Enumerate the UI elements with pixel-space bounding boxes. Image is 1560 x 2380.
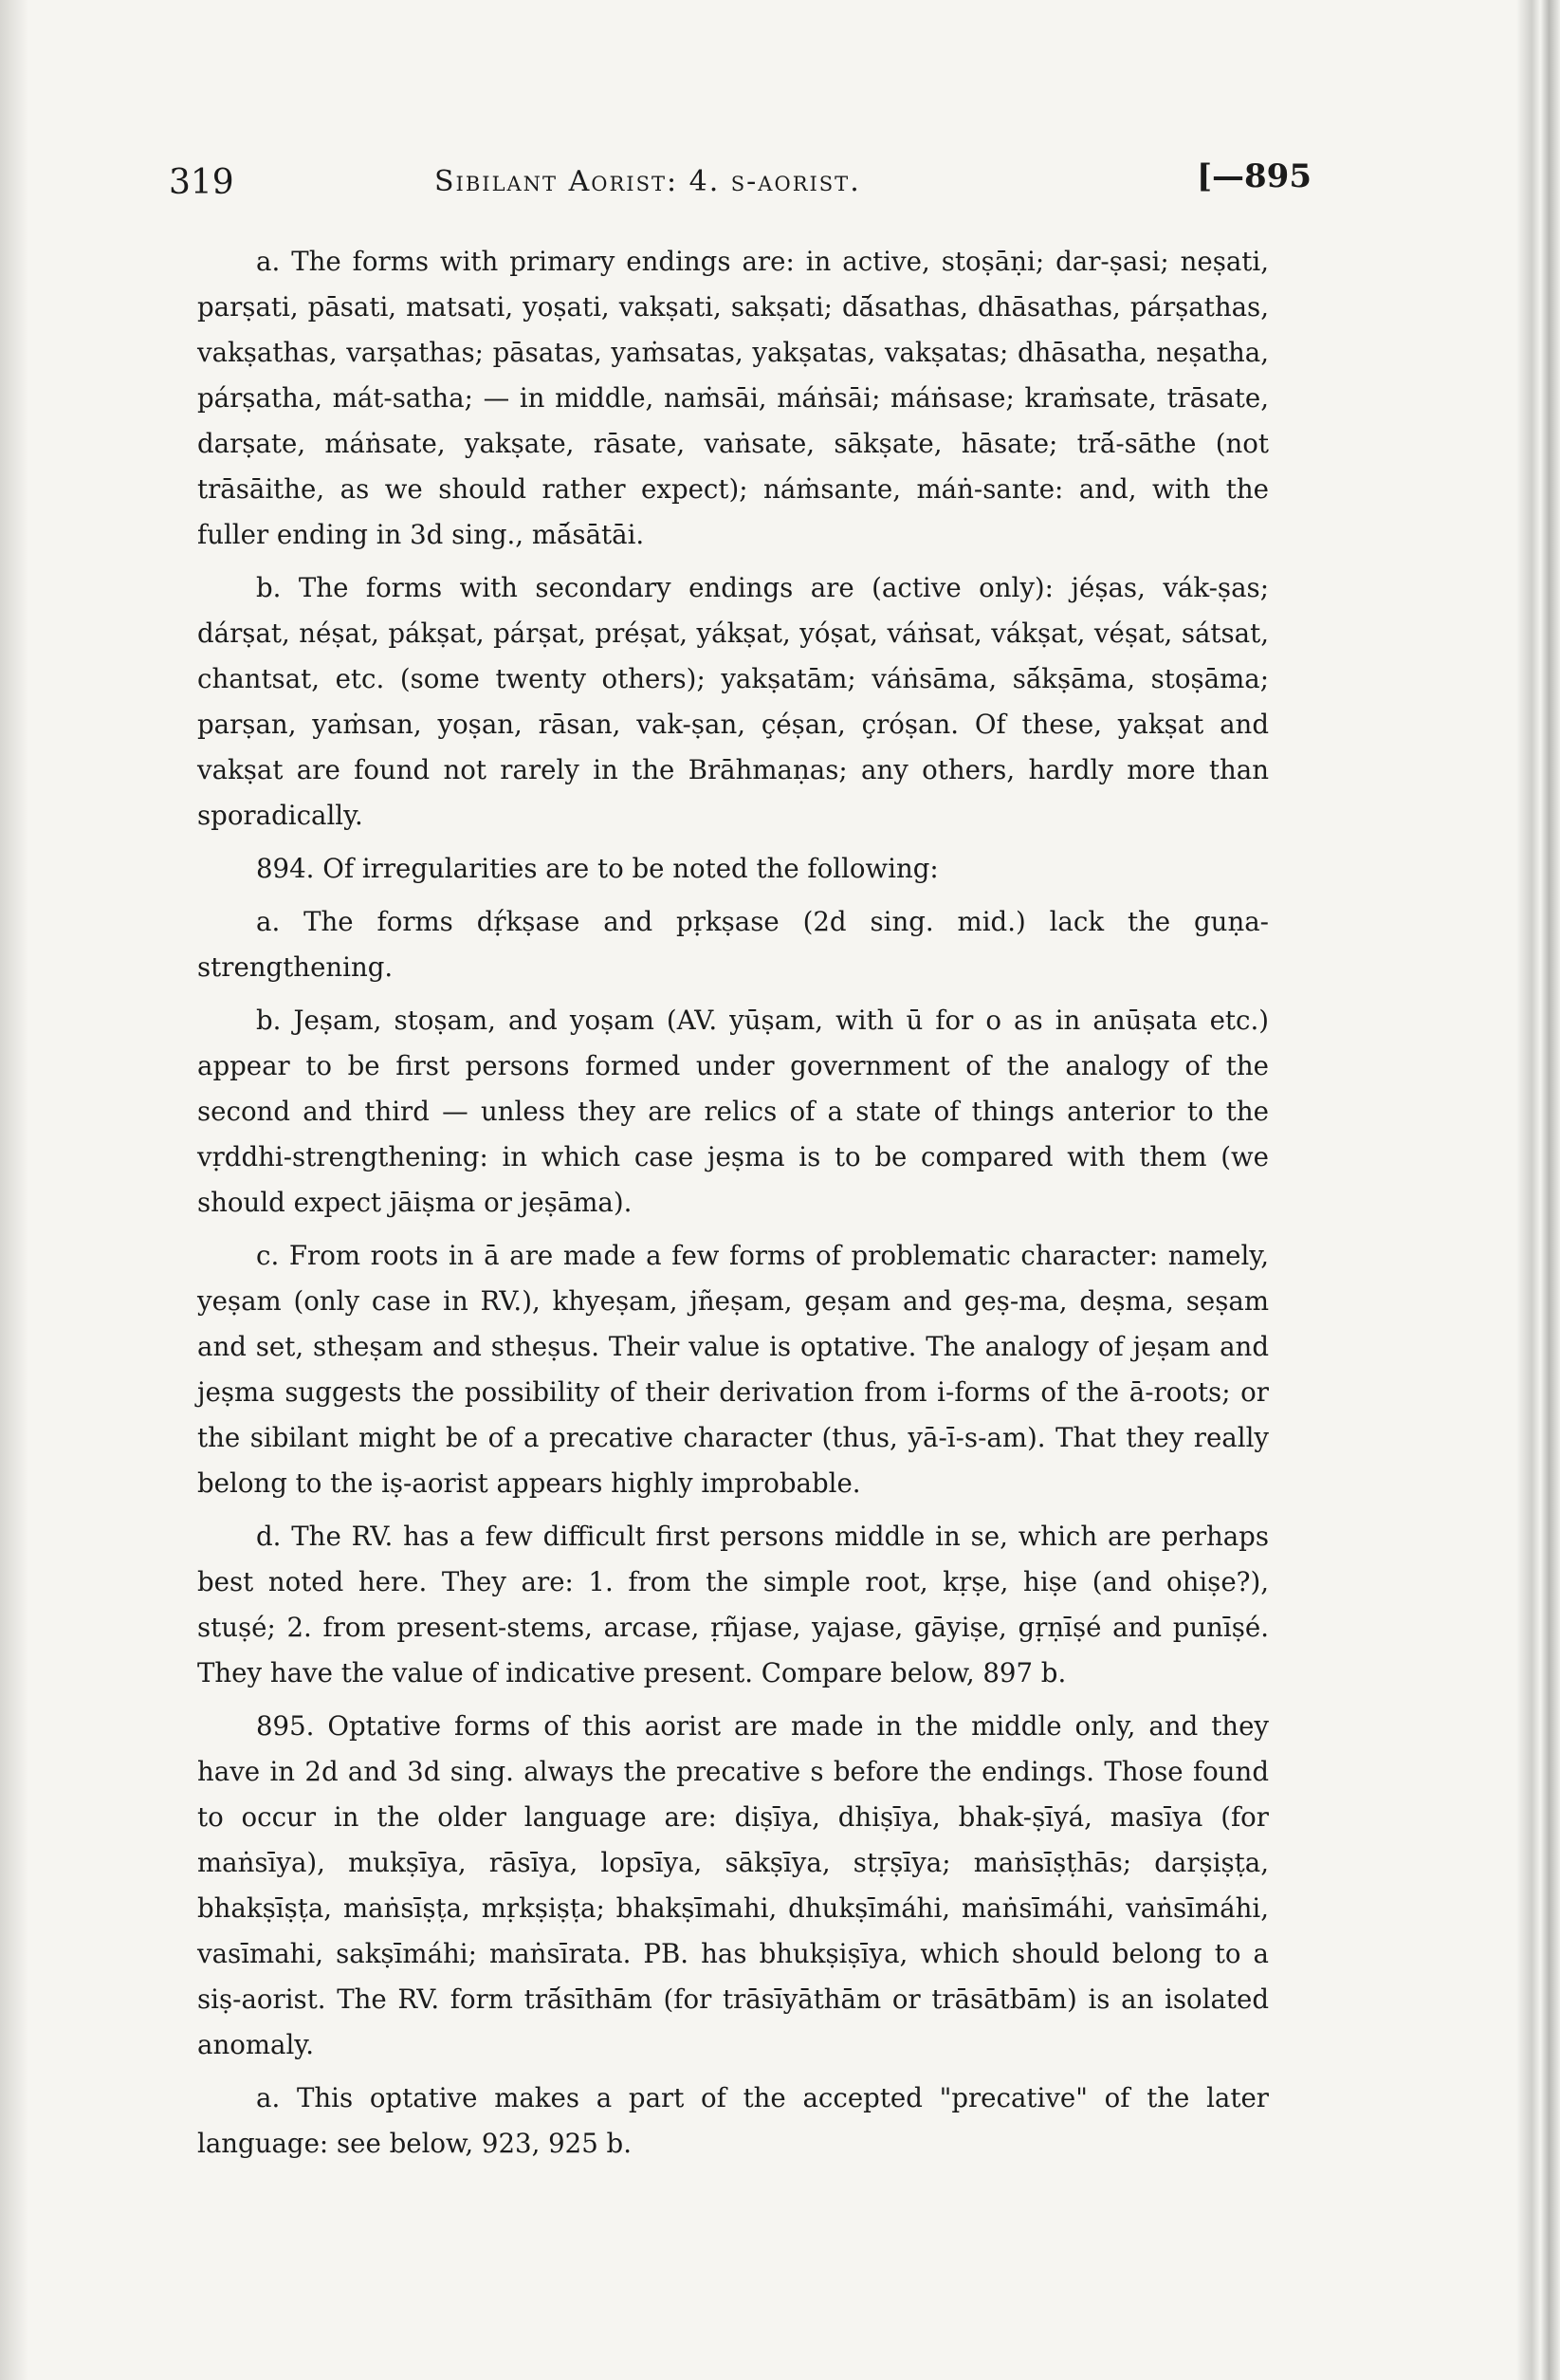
paragraph-894b: b. Jeṣam, stoṣam, and yoṣam (AV. yūṣam, with ū for o as in anūṣata etc.) appear to be first persons formed under government of the analogy of the second and third — unless they are relics of a state of things anterior to the vṛddhi-strengthening: in which case jeṣma is to be compared with them (we should expect jāiṣma or jeṣāma). (197, 1005, 1269, 1218)
paragraph-894: 894. Of irregularities are to be noted the following: (256, 853, 939, 884)
paragraph-894a: a. The forms dṛ́kṣase and pṛkṣase (2d sing. mid.) lack the guṇa-strengthening. (197, 906, 1269, 983)
page-header (169, 154, 1312, 211)
section-reference: [—895 (1196, 157, 1312, 195)
page-edge-right (1516, 0, 1560, 2380)
paragraph-894d: d. The RV. has a few difficult first persons middle in se, which are perhaps best noted here. They are: 1. from the simple root, kṛṣe, hiṣe (and ohiṣe?), stuṣé; 2. from present-stems, arcase, ṛñjase, yajase, gāyiṣe, gṛṇīṣé and punīṣé. They have the value of indicative present. Compare below, 897 b. (197, 1521, 1269, 1688)
paragraph-895a: a. This optative makes a part of the accepted "precative" of the later language: see below, 923, 925 b. (197, 2082, 1269, 2159)
paragraph-893b: b. The forms with secondary endings are (active only): jéṣas, vák-ṣas; dárṣat, néṣat, pákṣat, párṣat, préṣat, yákṣat, yóṣat, váṅsat, vákṣat, véṣat, sátsat, chantsat, etc. (some twenty others); yakṣatām; váṅsāma, sā́kṣāma, stoṣāma; parṣan, yaṁsan, yoṣan, rāsan, vak-ṣan, çéṣan, çróṣan. Of these, yakṣat and vakṣat are found not rarely in the Brāhmaṇas; any others, hardly more than sporadically. (197, 572, 1269, 831)
page-number: 319 (169, 163, 234, 202)
page-edge-left (0, 0, 28, 2380)
paragraph-893a: a. The forms with primary endings are: in active, stoṣāṇi; dar-ṣasi; neṣati, parṣati, pāsati, matsati, yoṣati, vakṣati, sakṣati; dā́sathas, dhāsathas, párṣathas, vakṣathas, varṣathas; pāsatas, yaṁsatas, yakṣatas, vakṣatas; dhāsatha, neṣatha, párṣatha, mát-satha; — in middle, naṁsāi, máṅsāi; máṅsase; kraṁsate, trāsate, darṣate, máṅsate, yakṣate, rāsate, vaṅsate, sākṣate, hāsate; trā́-sāthe (not trāsāithe, as we should rather expect); náṁsante, máṅ-sante: and, with the fuller ending in 3d sing., mā́sātāi. (197, 246, 1269, 550)
paragraph-895: 895. Optative forms of this aorist are made in the middle only, and they have in 2d and 3d sing. always the precative s before the endings. Those found to occur in the older language are: diṣīya, dhiṣīya, bhak-ṣīyá, masīya (for maṅsīya), mukṣīya, rāsīya, lopsīya, sākṣīya, stṛṣīya; maṅsīṣṭhās; darṣiṣṭa, bhakṣīṣṭa, maṅsīṣṭa, mṛkṣiṣṭa; bhakṣīmahi, dhukṣīmáhi, maṅsīmáhi, vaṅsīmáhi, vasīmahi, sakṣīmáhi; maṅsīrata. PB. has bhukṣiṣīya, which should belong to a siṣ-aorist. The RV. form trā́sīthām (for trāsīyāthām or trāsātbām) is an isolated anomaly. (197, 1710, 1269, 2060)
running-title: Sibilant Aorist: 4. s-aorist. (434, 165, 861, 198)
paragraph-894c: c. From roots in ā are made a few forms of problematic character: namely, yeṣam (only case in RV.), khyeṣam, jñeṣam, geṣam and geṣ-ma, deṣma, seṣam and set, stheṣam and stheṣus. Their value is optative. The analogy of jeṣam and jeṣma suggests the possibility of their derivation from i-forms of the ā-roots; or the sibilant might be of a precative character (thus, yā-ī-s-am). That they really belong to the iṣ-aorist appears highly improbable. (197, 1240, 1269, 1499)
page-body (197, 239, 1269, 2174)
